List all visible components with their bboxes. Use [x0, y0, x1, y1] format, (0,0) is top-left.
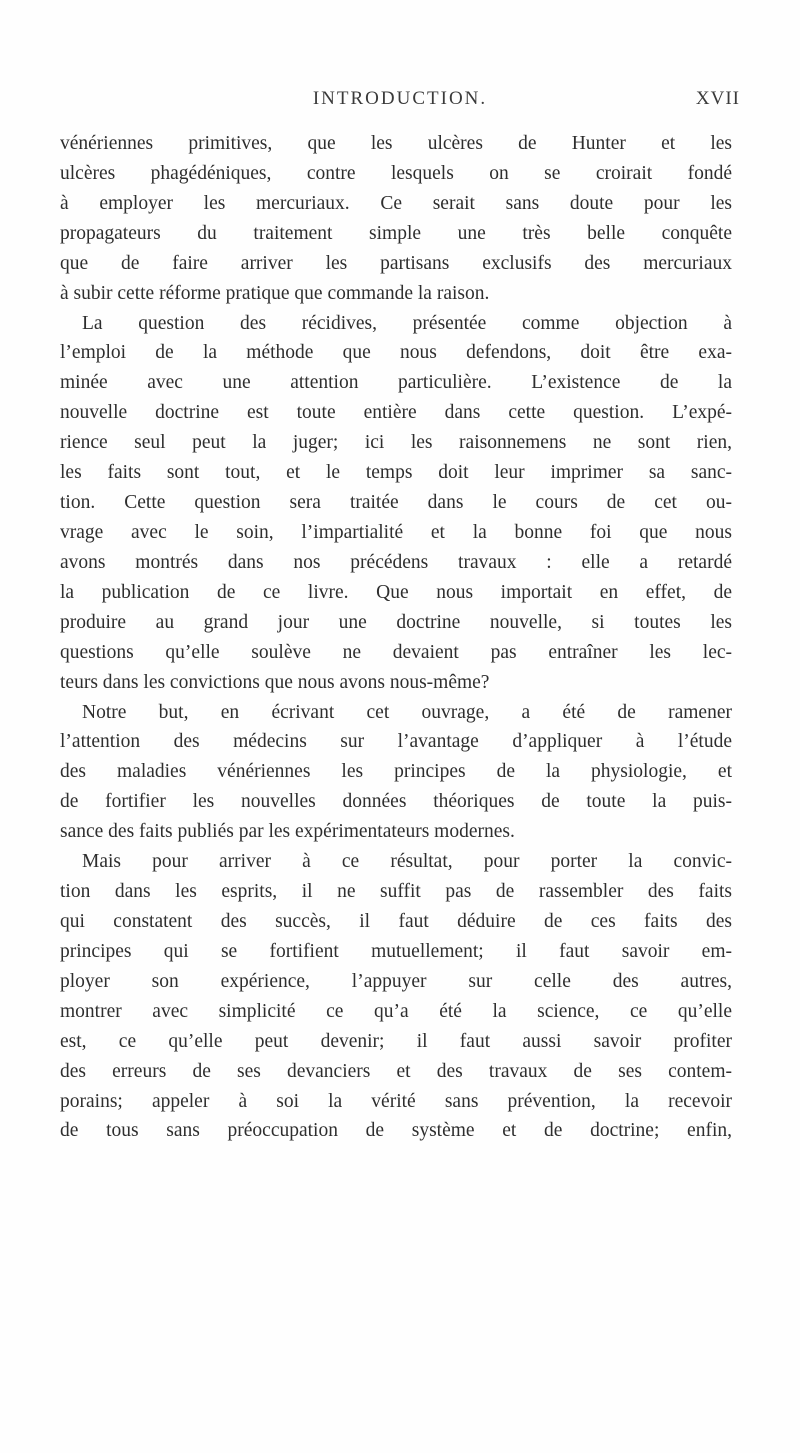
text-line: l’attention des médecins sur l’avantage d’appliquer à l’étude — [60, 731, 732, 753]
text-line: tion dans les esprits, il ne suffit pas de rassembler des faits — [60, 881, 732, 903]
text-line: est, ce qu’elle peut devenir; il faut aussi savoir profiter — [60, 1030, 732, 1052]
text-line: avons montrés dans nos précédens travaux : elle a retardé — [60, 551, 732, 573]
text-line: questions qu’elle soulève ne devaient pas entraîner les lec- — [60, 641, 732, 663]
text-line: des erreurs de ses devanciers et des travaux de ses contem- — [60, 1060, 732, 1082]
text-line: tion. Cette question sera traitée dans le cours de cet ou- — [60, 492, 732, 514]
text-line: des maladies vénériennes les principes de la physiologie, et — [60, 761, 732, 783]
text-line: de tous sans préoccupation de système et de doctrine; enfin, — [60, 1120, 732, 1142]
text-line: principes qui se fortifient mutuellement; il faut savoir em- — [60, 940, 732, 962]
page-number: XVII — [695, 88, 740, 109]
text-line: sance des faits publiés par les expérimentateurs modernes. — [60, 821, 515, 843]
text-line: qui constatent des succès, il faut déduire de ces faits des — [60, 910, 732, 932]
text-line: produire au grand jour une doctrine nouvelle, si toutes les — [60, 611, 732, 633]
paragraph-start-line: Notre but, en écrivant cet ouvrage, a été de ramener — [82, 701, 732, 723]
running-title: INTRODUCTION. — [312, 88, 488, 109]
text-line: rience seul peut la juger; ici les raisonnemens ne sont rien, — [60, 432, 732, 454]
text-line: à subir cette réforme pratique que commande la raison. — [60, 282, 490, 304]
paragraph-start-line: Mais pour arriver à ce résultat, pour porter la convic- — [82, 851, 732, 873]
text-line: l’emploi de la méthode que nous defendons, doit être exa- — [60, 342, 732, 364]
text-line: de fortifier les nouvelles données théoriques de toute la puis- — [60, 791, 732, 813]
body-text — [60, 129, 732, 1146]
text-line: les faits sont tout, et le temps doit leur imprimer sa sanc- — [60, 462, 732, 484]
text-line: à employer les mercuriaux. Ce serait sans doute pour les — [60, 192, 732, 214]
text-line: que de faire arriver les partisans exclusifs des mercuriaux — [60, 252, 732, 274]
text-line: la publication de ce livre. Que nous importait en effet, de — [60, 581, 732, 603]
text-line: nouvelle doctrine est toute entière dans cette question. L’expé- — [60, 402, 732, 424]
paragraph-start-line: La question des récidives, présentée comme objection à — [82, 312, 732, 334]
text-line: vénériennes primitives, que les ulcères de Hunter et les — [60, 133, 732, 154]
text-line: montrer avec simplicité ce qu’a été la science, ce qu’elle — [60, 1000, 732, 1022]
text-line: ulcères phagédéniques, contre lesquels on se croirait fondé — [60, 162, 732, 184]
text-line: minée avec une attention particulière. L’existence de la — [60, 372, 732, 394]
text-line: ployer son expérience, l’appuyer sur celle des autres, — [60, 970, 732, 992]
text-line: teurs dans les convictions que nous avons nous-même? — [60, 671, 490, 693]
text-line: propagateurs du traitement simple une très belle conquête — [60, 222, 732, 244]
text-line: vrage avec le soin, l’impartialité et la bonne foi que nous — [60, 521, 732, 543]
running-head — [60, 88, 740, 116]
text-line: porains; appeler à soi la vérité sans prévention, la recevoir — [60, 1090, 732, 1112]
